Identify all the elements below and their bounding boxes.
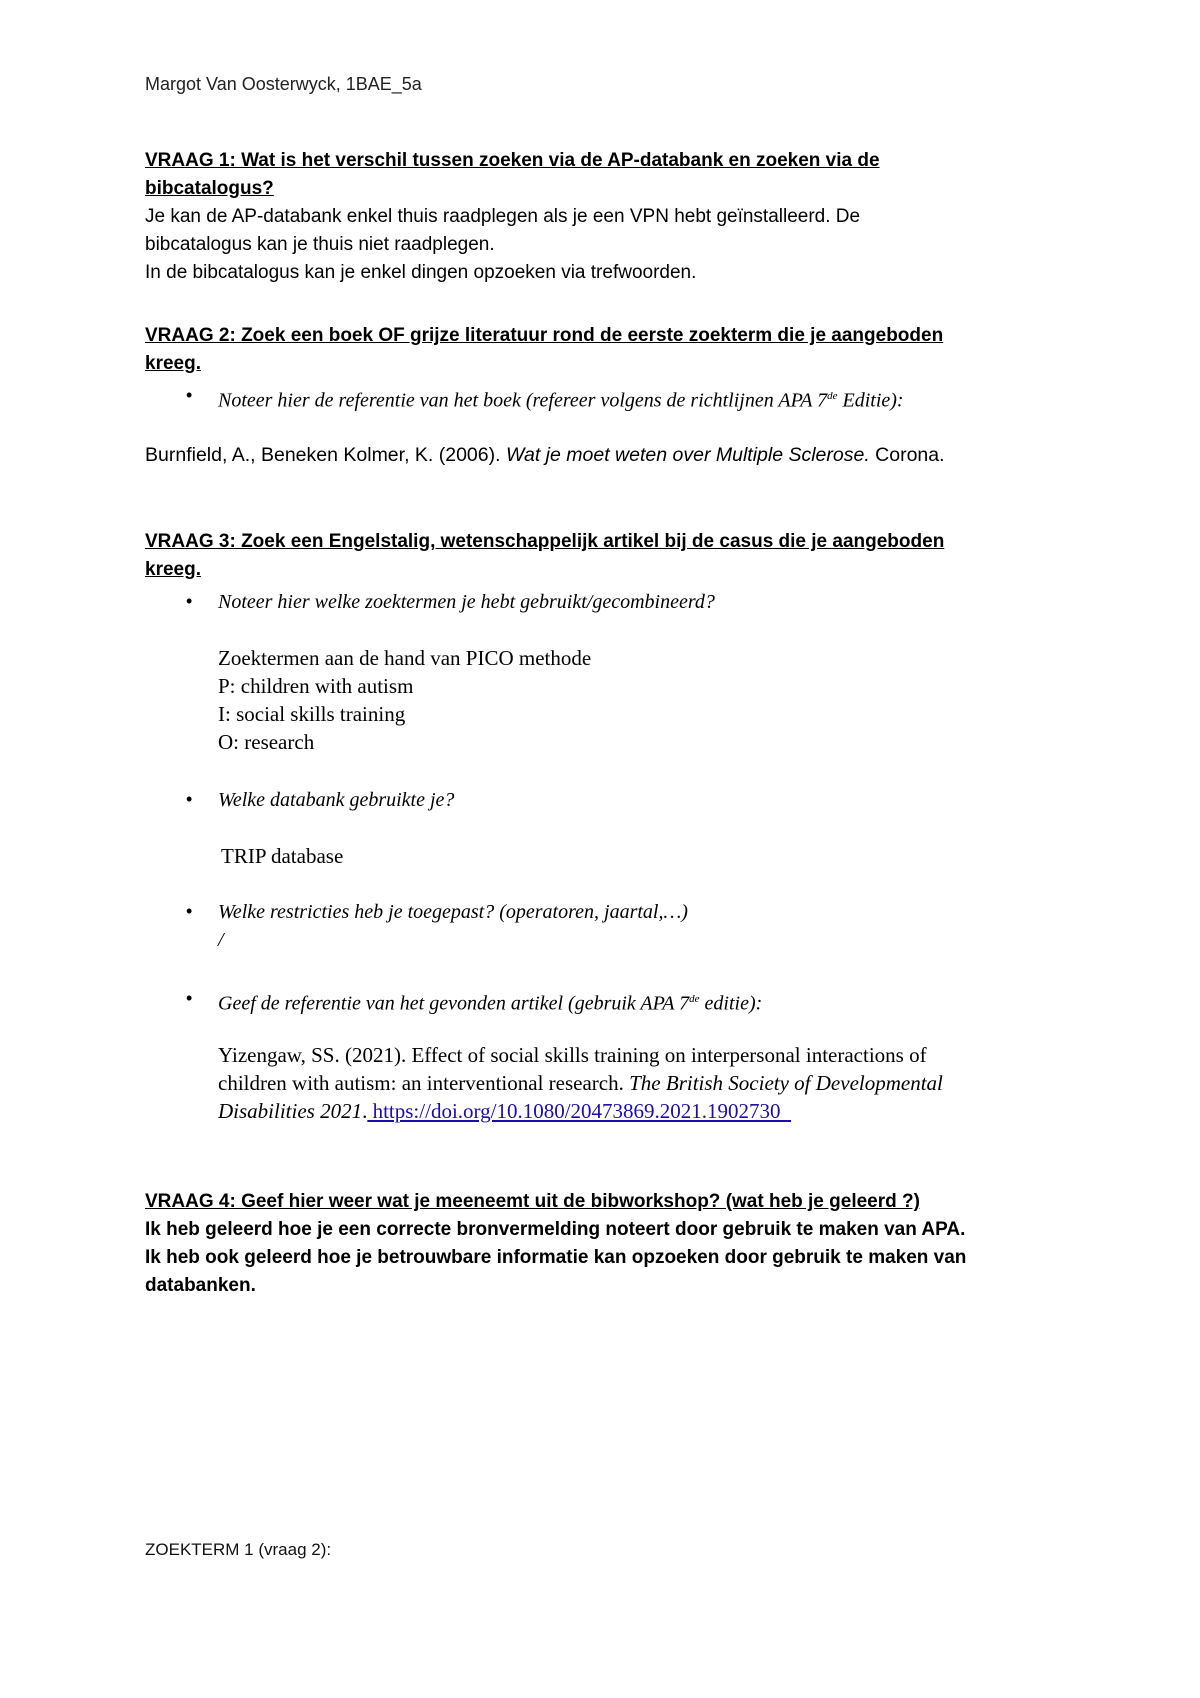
question-3-title-line2: kreeg. — [145, 559, 201, 580]
article-reference-line2: children with autism: an interventional research. The British Society of Developmental — [218, 1071, 943, 1095]
pico-search-terms — [218, 644, 1098, 756]
question-1-title-line2: bibcatalogus? — [145, 178, 274, 199]
question-1-answer-line2: bibcatalogus kan je thuis niet raadplegen. — [145, 234, 495, 255]
pico-intro: Zoektermen aan de hand van PICO methode — [218, 646, 592, 670]
question-4-answer-line3: databanken. — [145, 1275, 256, 1296]
question-4-title: VRAAG 4: Geef hier weer wat je meeneemt uit de bibworkshop? (wat heb je geleerd ?) — [145, 1191, 920, 1212]
question-1-answer-line1: Je kan de AP-databank enkel thuis raadplegen als je een VPN hebt geïnstalleerd. De — [145, 206, 861, 227]
question-4 — [145, 1188, 1105, 1300]
page-footer: ZOEKTERM 1 (vraag 2): — [145, 1540, 332, 1559]
question-3-bullet-1-text: Noteer hier welke zoektermen je hebt gebruikt/gecombineerd? — [218, 591, 715, 613]
question-3-bullet-3-text: Welke restricties heb je toegepast? (operatoren, jaartal,…) — [218, 901, 688, 923]
pico-population: P: children with autism — [218, 674, 414, 698]
article-reference-line1: Yizengaw, SS. (2021). Effect of social skills training on interpersonal interactions of — [218, 1043, 927, 1067]
database-answer: TRIP database — [221, 844, 344, 868]
question-3-bullet-4-text: Geef de referentie van het gevonden artikel (gebruik APA 7de editie): — [218, 992, 763, 1015]
bullet-dot-icon: • — [186, 789, 193, 809]
question-1-answer-line3: In de bibcatalogus kan je enkel dingen opzoeken via trefwoorden. — [145, 262, 697, 283]
question-2-title-line2: kreeg. — [145, 353, 201, 374]
question-2 — [145, 322, 1105, 378]
restrictions-answer: / — [218, 929, 224, 951]
pico-intervention: I: social skills training — [218, 702, 406, 726]
doi-link[interactable]: https://doi.org/10.1080/20473869.2021.1902730 — [367, 1099, 792, 1123]
bullet-dot-icon: • — [186, 901, 193, 921]
question-3-title-line1: VRAAG 3: Zoek een Engelstalig, wetenschappelijk artikel bij de casus die je aangeboden — [145, 531, 945, 552]
page-header: Margot Van Oosterwyck, 1BAE_5a — [145, 74, 422, 94]
article-reference-line3: Disabilities 2021. https://doi.org/10.1080/20473869.2021.1902730 — [218, 1099, 792, 1123]
question-2-title-line1: VRAAG 2: Zoek een boek OF grijze literatuur rond de eerste zoekterm die je aangeboden — [145, 325, 944, 346]
question-1-title-line1: VRAAG 1: Wat is het verschil tussen zoeken via de AP-databank en zoeken via de — [145, 150, 880, 171]
article-reference — [218, 1041, 1098, 1125]
question-4-answer-line1: Ik heb geleerd hoe je een correcte bronvermelding noteert door gebruik te maken van APA. — [145, 1219, 966, 1240]
pico-outcome: O: research — [218, 730, 315, 754]
question-2-bullet-text: Noteer hier de referentie van het boek (refereer volgens de richtlijnen APA 7de Editie): — [218, 389, 904, 412]
bullet-dot-icon: • — [186, 591, 193, 611]
book-reference: Burnfield, A., Beneken Kolmer, K. (2006). Wat je moet weten over Multiple Sclerose. Corona. — [145, 444, 945, 466]
question-1 — [145, 147, 1105, 287]
question-4-answer-line2: Ik heb ook geleerd hoe je betrouwbare informatie kan opzoeken door gebruik te maken van — [145, 1247, 967, 1268]
bullet-dot-icon: • — [186, 988, 193, 1008]
bullet-dot-icon: • — [186, 385, 193, 405]
question-3 — [145, 528, 1105, 584]
question-3-bullet-2-text: Welke databank gebruikte je? — [218, 789, 455, 811]
